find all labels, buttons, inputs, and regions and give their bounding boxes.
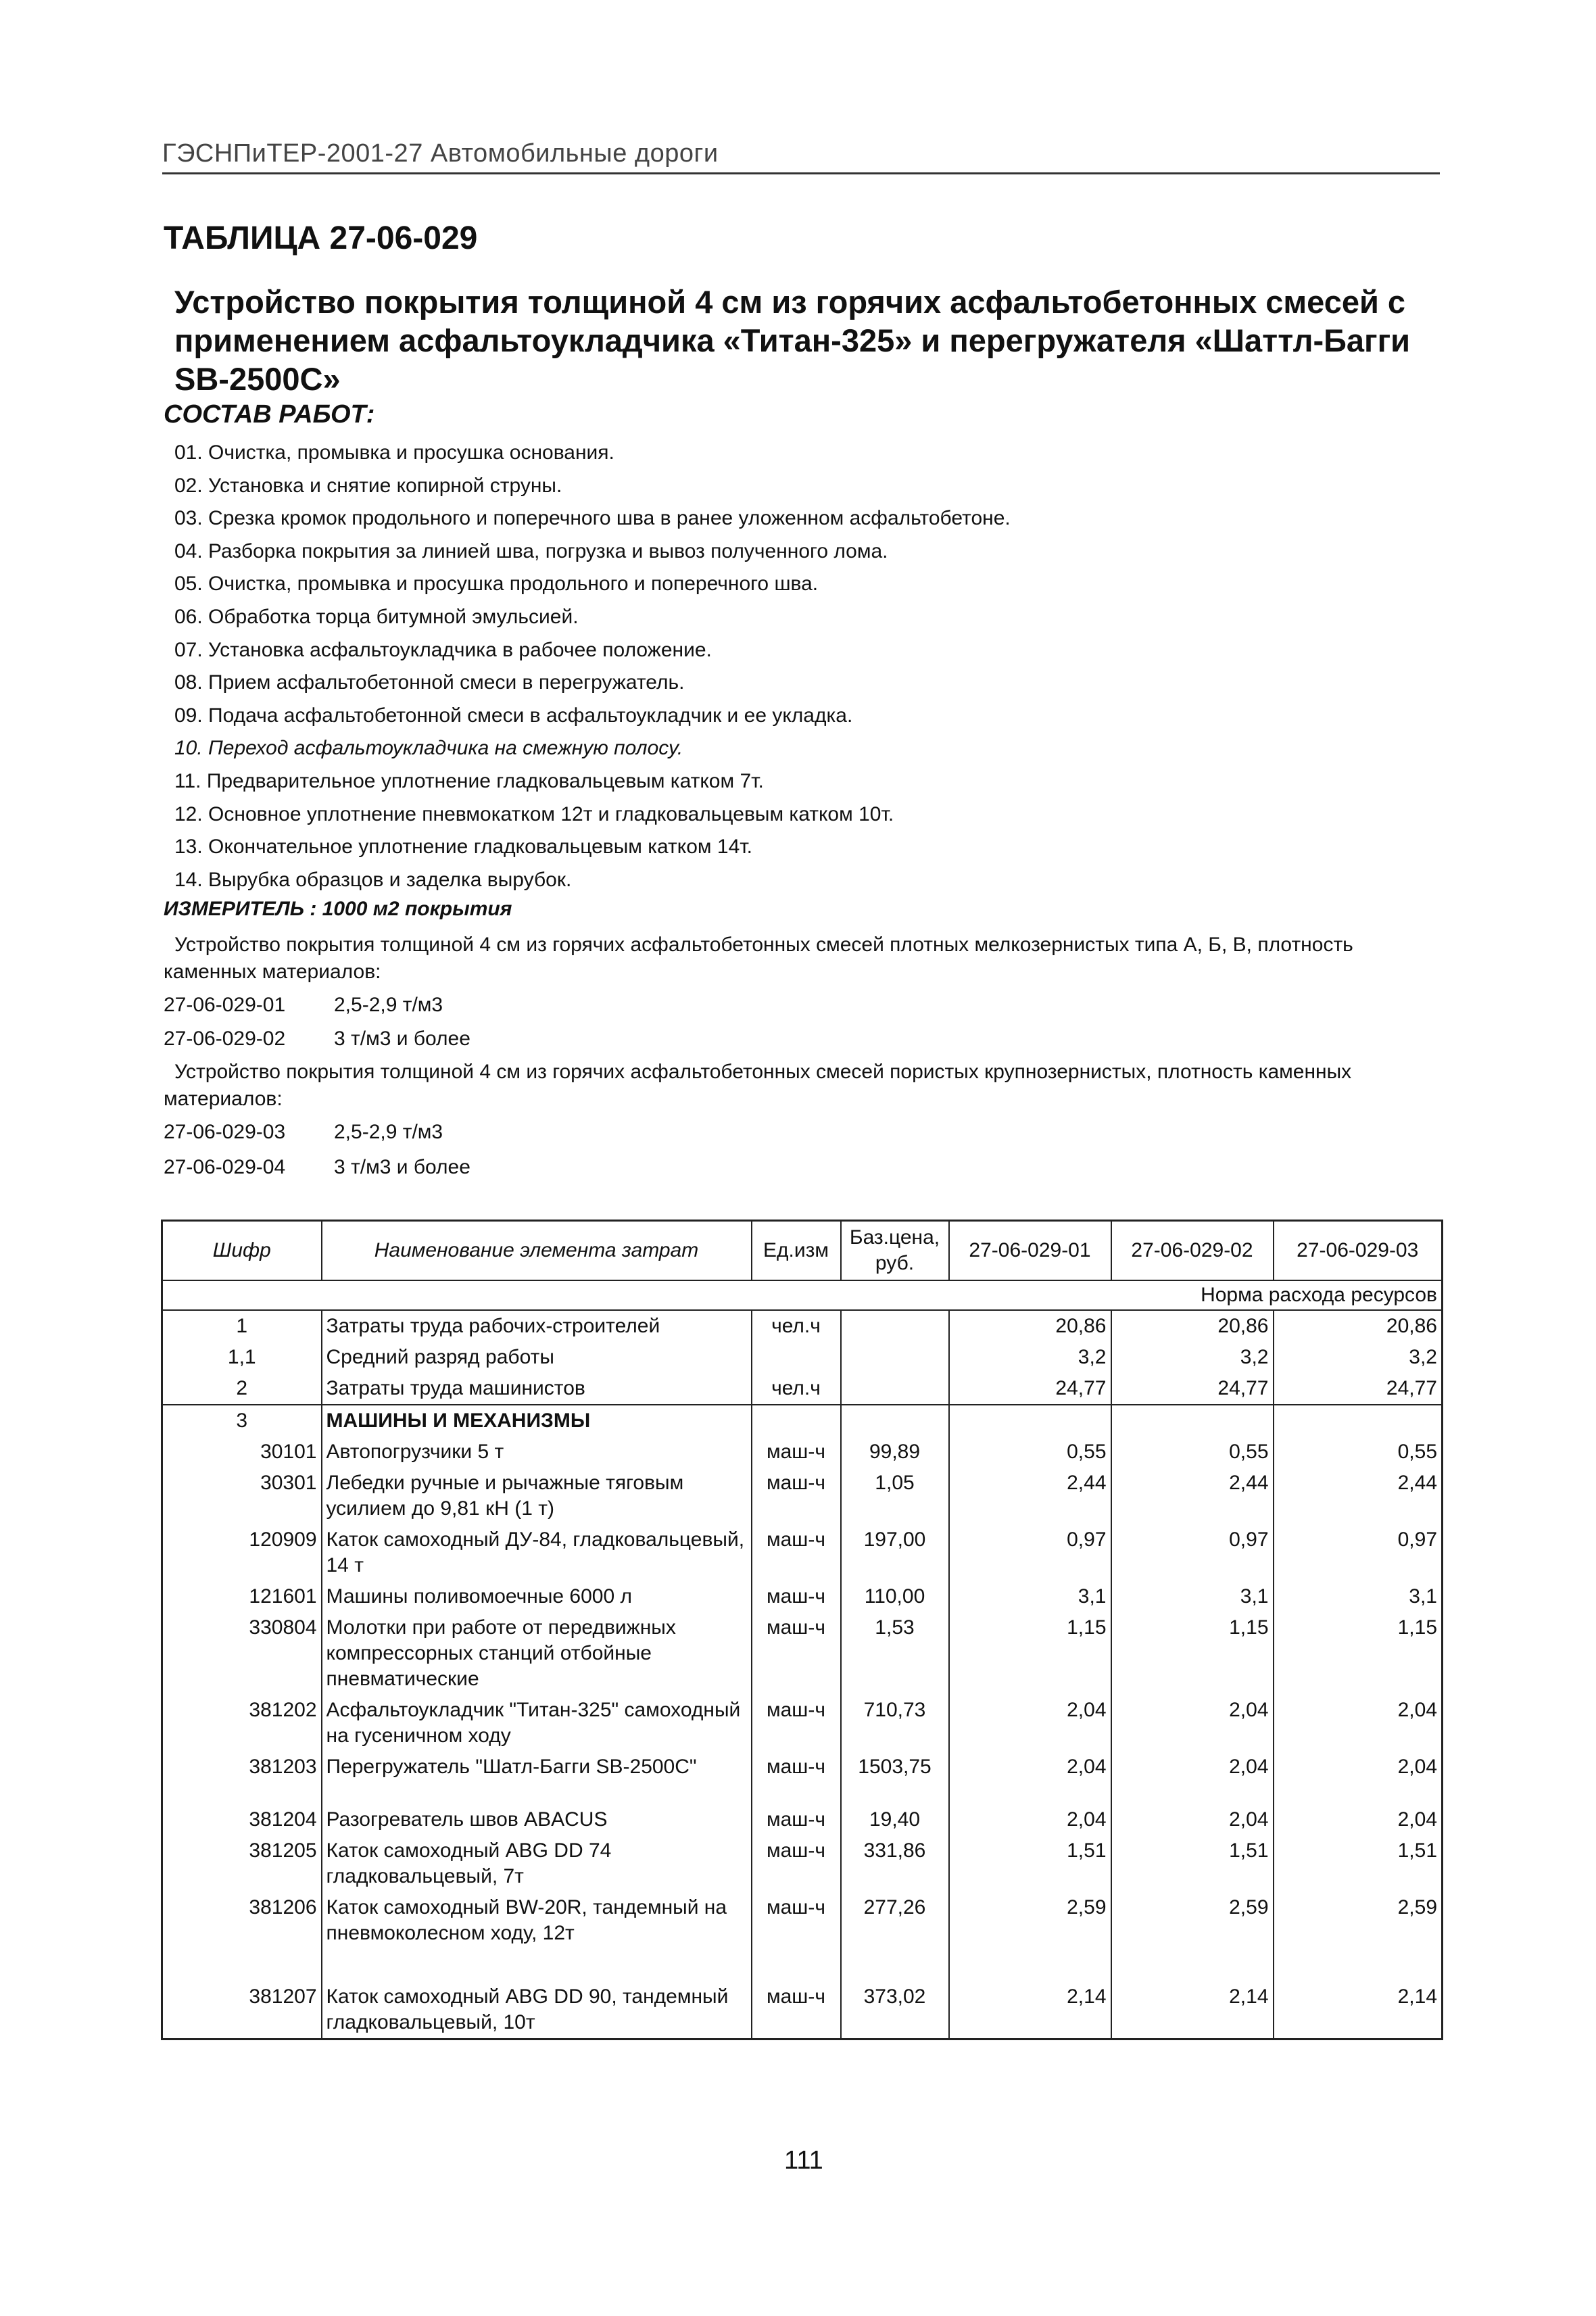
cell-code: 381206 [162,1892,322,1981]
cell-norm-01: 24,77 [949,1373,1111,1405]
cell-norm-01: 2,14 [949,1981,1111,2040]
cell-unit: маш-ч [752,1835,841,1892]
cell-norm-03: 0,55 [1274,1437,1443,1468]
cell-norm-01: 1,15 [949,1612,1111,1695]
cell-name: Автопогрузчики 5 т [322,1437,752,1468]
cell-unit: чел.ч [752,1373,841,1405]
cell-norm-02: 24,77 [1111,1373,1274,1405]
cell-unit: маш-ч [752,1612,841,1695]
works-list [174,437,1011,896]
cell-price: 373,02 [841,1981,949,2040]
works-item: 01. Очистка, промывка и просушка основания. [174,441,614,464]
cell-code: 121601 [162,1581,322,1612]
cell-norm-02: 2,59 [1111,1892,1274,1981]
code-line [164,1156,470,1179]
cell-name: Разогреватель швов ABACUS [322,1804,752,1835]
cell-unit: маш-ч [752,1981,841,2040]
table-row [162,1437,1443,1468]
cell-unit: маш-ч [752,1524,841,1581]
cell-unit: маш-ч [752,1695,841,1752]
cell-code: 120909 [162,1524,322,1581]
document-title: Устройство покрытия толщиной 4 см из горячих асфальтобетонных смесей с применением асфальтоукладчика «Титан-325» и перегружателя «Шаттл-Багги SB-2500С» [174,284,1411,397]
works-item: 11. Предварительное уплотнение гладковальцевым катком 7т. [174,769,764,792]
cell-norm-01: 3,2 [949,1342,1111,1373]
table-row [162,1981,1443,2040]
table-row [162,1310,1443,1342]
cell-code: 30301 [162,1468,322,1524]
cell-norm-03: 2,04 [1274,1804,1443,1835]
cell-norm-03: 2,59 [1274,1892,1443,1981]
table-row [162,1612,1443,1695]
cell-norm-02: 2,14 [1111,1981,1274,2040]
works-item: 08. Прием асфальтобетонной смеси в перегружатель. [174,671,685,694]
norm-label: Норма расхода ресурсов [162,1280,1443,1310]
work-section-heading: СОСТАВ РАБОТ: [164,400,375,429]
col-header-norm-01: 27-06-029-01 [949,1221,1111,1281]
cell-price: 1503,75 [841,1752,949,1804]
cell-norm-03: 24,77 [1274,1373,1443,1405]
cell-price: 710,73 [841,1695,949,1752]
works-item: 04. Разборка покрытия за линией шва, погрузка и вывоз полученного лома. [174,539,888,562]
cell-unit: маш-ч [752,1752,841,1804]
cell-unit: маш-ч [752,1804,841,1835]
cell-norm-02: 2,04 [1111,1695,1274,1752]
page-number: 111 [784,2146,823,2175]
cell-price: 110,00 [841,1581,949,1612]
cell-norm-02: 1,15 [1111,1612,1274,1695]
col-header-norm-02: 27-06-029-02 [1111,1221,1274,1281]
cell-code: 381203 [162,1752,322,1804]
cell-unit: чел.ч [752,1310,841,1342]
cell-unit: маш-ч [752,1437,841,1468]
cell-name: Перегружатель "Шатл-Багги SB-2500С" [322,1752,752,1804]
code: 27-06-029-04 [164,1156,286,1178]
cell-price [841,1373,949,1405]
cell-norm-01: 3,1 [949,1581,1111,1612]
cell-price: 19,40 [841,1804,949,1835]
table-id: ТАБЛИЦА 27-06-029 [164,220,478,256]
cell-code: 381205 [162,1835,322,1892]
cell-norm-01: 0,97 [949,1524,1111,1581]
norm-label-row [162,1280,1443,1310]
cell-code: 2 [162,1373,322,1405]
cell-name: МАШИНЫ И МЕХАНИЗМЫ [322,1405,752,1437]
cell-name: Каток самоходный ABG DD 74 гладковальцевый, 7т [322,1835,752,1892]
cell-norm-02 [1111,1405,1274,1437]
col-header-name: Наименование элемента затрат [322,1221,752,1281]
table-row [162,1524,1443,1581]
cell-norm-03: 2,14 [1274,1981,1443,2040]
group1-description: Устройство покрытия толщиной 4 см из горячих асфальтобетонных смесей плотных мелкозернистых типа А, Б, В, плотность каменных материалов: [164,934,1353,983]
cell-code: 381207 [162,1981,322,2040]
cell-price: 99,89 [841,1437,949,1468]
cell-norm-01: 2,59 [949,1892,1111,1981]
cell-code: 3 [162,1405,322,1437]
cell-unit: маш-ч [752,1581,841,1612]
cell-name: Каток самоходный ДУ-84, гладковальцевый, 14 т [322,1524,752,1581]
cell-norm-02: 2,04 [1111,1752,1274,1804]
group2-description: Устройство покрытия толщиной 4 см из горячих асфальтобетонных смесей пористых крупнозернистых, плотность каменных материалов: [164,1061,1352,1110]
cell-name: Затраты труда машинистов [322,1373,752,1405]
col-header-price: Баз.цена, руб. [841,1221,949,1281]
works-item: 06. Обработка торца битумной эмульсией. [174,605,579,628]
table-row [162,1892,1443,1981]
cell-code: 30101 [162,1437,322,1468]
works-item: 14. Вырубка образцов и заделка вырубок. [174,868,572,891]
cell-name: Каток самоходный BW-20R, тандемный на пневмоколесном ходу, 12т [322,1892,752,1981]
cell-norm-01: 0,55 [949,1437,1111,1468]
table-row [162,1373,1443,1405]
cell-norm-03 [1274,1405,1443,1437]
cell-norm-02: 2,04 [1111,1804,1274,1835]
cell-code: 1 [162,1310,322,1342]
table-row [162,1695,1443,1752]
cell-norm-02: 0,55 [1111,1437,1274,1468]
works-item: 03. Срезка кромок продольного и поперечного шва в ранее уложенном асфальтобетоне. [174,507,1011,530]
cell-code: 381202 [162,1695,322,1752]
cell-norm-02: 20,86 [1111,1310,1274,1342]
cell-unit: маш-ч [752,1468,841,1524]
works-item: 12. Основное уплотнение пневмокатком 12т и гладковальцевым катком 10т. [174,802,894,825]
cell-code: 330804 [162,1612,322,1695]
code: 27-06-029-02 [164,1028,286,1050]
table-row [162,1804,1443,1835]
cell-price: 197,00 [841,1524,949,1581]
cell-norm-02: 0,97 [1111,1524,1274,1581]
cell-norm-01: 2,04 [949,1804,1111,1835]
cell-price: 331,86 [841,1835,949,1892]
cell-norm-01: 2,04 [949,1695,1111,1752]
cell-norm-02: 2,44 [1111,1468,1274,1524]
code-line [164,994,443,1017]
resources-table [161,1220,1443,2040]
table-header-row [162,1221,1443,1281]
cell-norm-02: 3,2 [1111,1342,1274,1373]
code: 27-06-029-03 [164,1121,286,1143]
table-row [162,1581,1443,1612]
code-line [164,1028,470,1051]
table-row [162,1835,1443,1892]
measure-unit: ИЗМЕРИТЕЛЬ : 1000 м2 покрытия [164,898,512,920]
works-item: 09. Подача асфальтобетонной смеси в асфальтоукладчик и ее укладка. [174,704,853,727]
cell-unit: маш-ч [752,1892,841,1981]
table-row [162,1752,1443,1804]
cell-unit [752,1405,841,1437]
running-header: ГЭСНПиТЕР-2001-27 Автомобильные дороги [162,139,1440,174]
cell-name: Каток самоходный ABG DD 90, тандемный гладковальцевый, 10т [322,1981,752,2040]
works-item: 07. Установка асфальтоукладчика в рабочее положение. [174,638,712,661]
cell-norm-01: 2,04 [949,1752,1111,1804]
cell-norm-03: 0,97 [1274,1524,1443,1581]
cell-norm-01: 1,51 [949,1835,1111,1892]
cell-norm-02: 3,1 [1111,1581,1274,1612]
cell-norm-03: 2,04 [1274,1752,1443,1804]
cell-name: Лебедки ручные и рычажные тяговым усилием до 9,81 кН (1 т) [322,1468,752,1524]
cell-name: Асфальтоукладчик "Титан-325" самоходный на гусеничном ходу [322,1695,752,1752]
table-row [162,1468,1443,1524]
works-item: 05. Очистка, промывка и просушка продольного и поперечного шва. [174,573,819,596]
cell-code: 381204 [162,1804,322,1835]
cell-norm-02: 1,51 [1111,1835,1274,1892]
cell-norm-01 [949,1405,1111,1437]
cell-norm-03: 2,44 [1274,1468,1443,1524]
col-header-code: Шифр [162,1221,322,1281]
cell-price: 277,26 [841,1892,949,1981]
works-item: 10. Переход асфальтоукладчика на смежную полосу. [174,737,683,760]
code: 27-06-029-01 [164,994,286,1016]
cell-norm-03: 20,86 [1274,1310,1443,1342]
cell-norm-03: 1,15 [1274,1612,1443,1695]
code-desc: 2,5-2,9 т/м3 [334,994,443,1016]
works-item: 13. Окончательное уплотнение гладковальцевым катком 14т. [174,836,752,859]
col-header-unit: Ед.изм [752,1221,841,1281]
cell-code: 1,1 [162,1342,322,1373]
cell-price: 1,05 [841,1468,949,1524]
code-desc: 2,5-2,9 т/м3 [334,1121,443,1143]
cell-norm-01: 20,86 [949,1310,1111,1342]
table-row [162,1342,1443,1373]
col-header-norm-03: 27-06-029-03 [1274,1221,1443,1281]
cell-unit [752,1342,841,1373]
cell-name: Машины поливомоечные 6000 л [322,1581,752,1612]
code-desc: 3 т/м3 и более [334,1028,470,1050]
code-line [164,1121,443,1144]
code-desc: 3 т/м3 и более [334,1156,470,1178]
cell-price [841,1405,949,1437]
cell-price: 1,53 [841,1612,949,1695]
cell-name: Затраты труда рабочих-строителей [322,1310,752,1342]
cell-norm-03: 3,1 [1274,1581,1443,1612]
cell-name: Молотки при работе от передвижных компрессорных станций отбойные пневматические [322,1612,752,1695]
works-item: 02. Установка и снятие копирной струны. [174,474,562,497]
cell-norm-03: 3,2 [1274,1342,1443,1373]
cell-norm-03: 2,04 [1274,1695,1443,1752]
cell-norm-01: 2,44 [949,1468,1111,1524]
cell-price [841,1342,949,1373]
cell-price [841,1310,949,1342]
cell-norm-03: 1,51 [1274,1835,1443,1892]
cell-name: Средний разряд работы [322,1342,752,1373]
table-row [162,1405,1443,1437]
